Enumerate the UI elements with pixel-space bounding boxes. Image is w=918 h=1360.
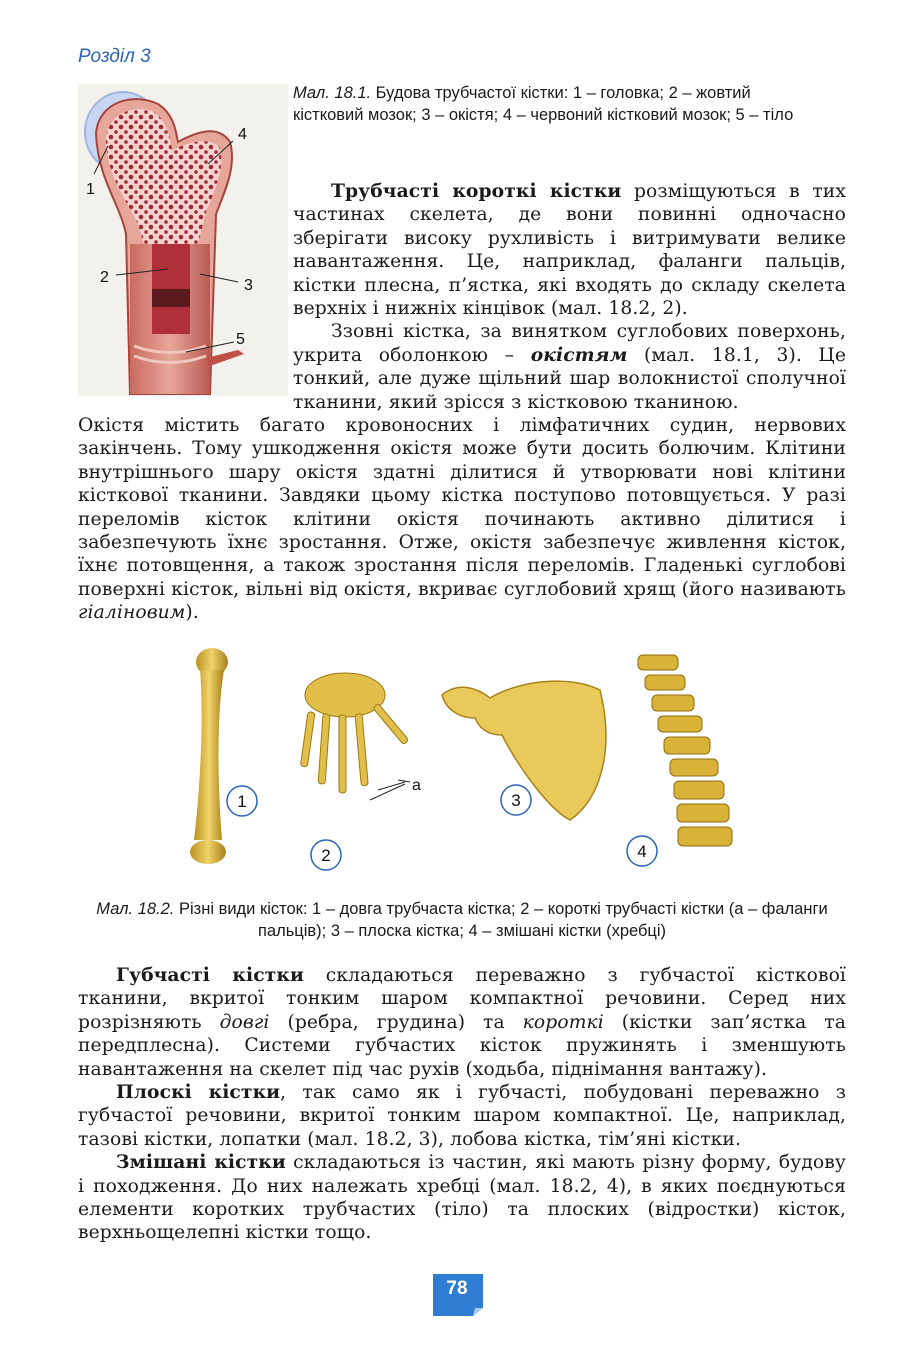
figure1-caption-lead: Мал. 18.1.: [293, 84, 372, 102]
long-bone-image: [190, 648, 228, 864]
paragraph-periosteum: [293, 320, 846, 414]
term-mixed-bones: Змішані кістки: [116, 1151, 286, 1174]
bone-types-figure: [150, 640, 770, 880]
fig1-label-3: 3: [244, 277, 253, 294]
fig2-label-4: 4: [637, 842, 647, 861]
vertebrae-image: [638, 655, 732, 846]
figure2-caption-lead: Мал. 18.2.: [96, 900, 175, 918]
term-tubular-short: Трубчасті короткі кістки: [331, 180, 622, 202]
fig2-label-a: а: [412, 777, 421, 794]
paragraph-spongy-bones: [78, 964, 846, 1081]
figure1-caption-text: Будова трубчастої кістки: 1 – головка; 2 – жовтий кістковий мозок; 3 – окістя; 4 – червоний кістковий мозок; 5 – тіло: [293, 84, 794, 124]
paragraph-text: ).: [185, 602, 199, 624]
term-hyaline: гіаліновим: [78, 602, 186, 624]
figure2-caption-text: Різні види кісток: 1 – довга трубчаста кістка; 2 – короткі трубчасті кістки (а – фаланги пальців); 3 – плоска кістка; 4 – змішані кістки (хребці): [174, 900, 828, 940]
hand-bones-image: [300, 673, 409, 793]
paragraph-text: (мал. 18.1, 3). Це тонкий, але дуже щільний шар волокнистої сполучної тканини, який зрісся з кістковою тканиною.: [293, 344, 846, 413]
paragraph-mixed-bones: [78, 1151, 846, 1245]
page-number: 78: [446, 1278, 468, 1299]
fig2-label-3: 3: [511, 791, 521, 810]
paragraph-text: Окістя містить багато кровоносних і лімфатичних судин, нервових закінчень. Тому ушкодження окістя може бути досить болючим. Клітини внутрішнього шару окістя здатні ділитися й утворювати нові клітини кісткової тканини. Завдяки цьому кістка поступово потовщується. У разі переломів кісток клітини окістя починають активно ділитися і забезпечують їхнє зростання. Отже, окістя забезпечує живлення кісток, їхнє потовщення, а також зростання після переломів. Гладенькі суглобові поверхні кісток, вільні від окістя, вкриває суглобовий хрящ (його називають: [78, 415, 846, 600]
fig1-label-5: 5: [236, 331, 245, 348]
page-number-badge: [431, 1272, 487, 1318]
figure2-caption: [88, 898, 836, 942]
term-long: довгі: [219, 1011, 270, 1033]
paragraph-text: Ззовні кістка, за винятком суглобових поверхонь, укрита оболонкою –: [293, 321, 846, 366]
term-flat-bones: Плоскі кістки: [116, 1081, 281, 1104]
term-short: короткі: [522, 1011, 604, 1033]
fig1-label-4: 4: [238, 126, 247, 143]
paragraph-text: розміщуються в тих частинах скелета, де вони повинні одночасно зберігати високу рухливість і витримувати велике навантаження. Це, наприклад, фаланги пальців, кістки плесна, п’ястка, які входять до складу скелета верхніх і нижніх кінцівок (мал. 18.2, 2).: [293, 181, 846, 320]
wrapped-text-block: [293, 180, 846, 414]
term-spongy-bones: Губчасті кістки: [116, 964, 304, 986]
figure1-caption: [293, 82, 813, 126]
paragraph-periosteum-continued: [78, 414, 846, 625]
full-width-text-block-2: [78, 964, 846, 1245]
paragraph-flat-bones: [78, 1081, 846, 1151]
fig2-label-1: 1: [237, 792, 247, 811]
fig2-label-2: 2: [321, 846, 331, 865]
paragraph-text: (кістки зап’ястка та передплесна). Системи губчастих кісток пружинять і зменшують навантаження на скелет під час рухів (ходьба, піднімання вантажу).: [78, 1011, 846, 1080]
paragraph-text: складаються переважно з губчастої кісткової тканини, вкритої тонким шаром компактної речовини. Серед них розрізняють: [78, 965, 846, 1033]
full-width-text-block-1: [78, 414, 846, 625]
term-periosteum: окістям: [530, 343, 628, 366]
paragraph-tubular-short: [293, 180, 846, 320]
paragraph-text: , так само як і губчасті, побудовані переважно з губчастої речовини, вкритої тонким шаром компактної. Це, наприклад, тазові кістки, лопатки (мал. 18.2, 3), лобова кістка, тім’яні кістки.: [78, 1082, 846, 1150]
paragraph-text: складаються із частин, які мають різну форму, будову і походження. До них належать хребці (мал. 18.2, 4), в яких поєднуються елементи коротких трубчастих (тіло) та плоских (відростки) кісток, верхньощелепні кістки тощо.: [78, 1152, 846, 1244]
section-label: Розділ 3: [78, 46, 151, 67]
bone-structure-figure: [78, 84, 288, 396]
fig1-label-2: 2: [100, 269, 109, 286]
fig1-label-1: 1: [86, 181, 95, 198]
paragraph-text: (ребра, грудина) та: [269, 1011, 523, 1033]
